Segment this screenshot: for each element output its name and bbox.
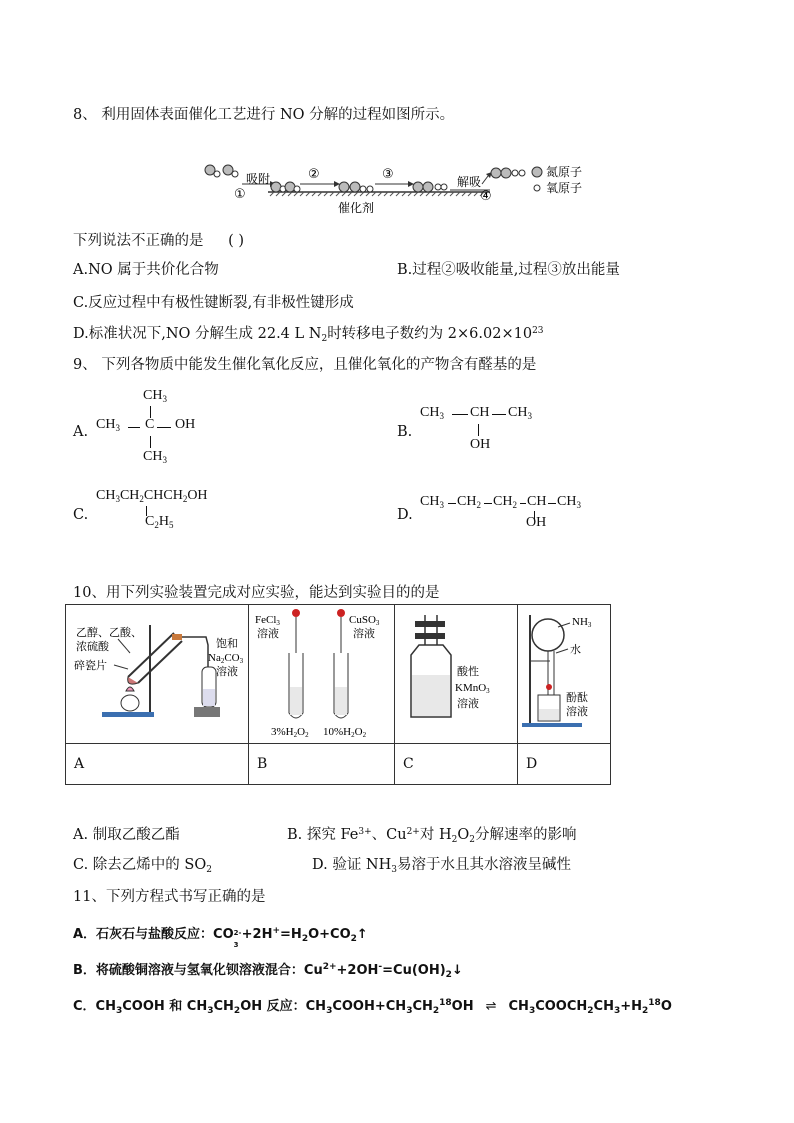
apparatus-table (65, 604, 611, 785)
catalyst-label: 催化剂 (338, 201, 375, 215)
apparatus-a (66, 605, 249, 744)
q8-prompt (73, 229, 244, 250)
q10-option-d: D. 验证 $NH_3$易溶于水且其水溶液呈碱性 (312, 857, 572, 875)
svg-text:浓硫酸: 浓硫酸 (76, 641, 109, 653)
q8-option-d: D.标准状况下,NO 分解生成 22.4 L $N_2$时转移电子数约为 $2\times 6.02\times 10^{23}$ (73, 326, 544, 344)
svg-text:溶液: 溶液 (353, 628, 375, 640)
apparatus-c-drawing (395, 605, 517, 739)
svg-text:3%H2O2: 3%H2O2 (271, 726, 309, 739)
q8-stem: 8、 利用固体表面催化工艺进行 NO 分解的过程如图所示。 (73, 107, 455, 123)
step4-label: ④ (480, 189, 492, 204)
q11-stem: 11、下列方程式书写正确的是 (73, 889, 266, 905)
q9-stem: 9、 下列各物质中能发生催化氧化反应，且催化氧化的产物含有醛基的是 (73, 357, 537, 373)
svg-text:水: 水 (570, 644, 581, 656)
q9-option-a-label: A. (73, 424, 89, 440)
desorb-label: 解吸 (457, 175, 482, 189)
q8-answer-blank: ( ) (228, 233, 245, 249)
q11-option-a: A．石灰石与盐酸反应：CO 2- 3 $+2H^+=H_2O+CO_2↑$ (73, 926, 368, 949)
svg-text:酸性: 酸性 (457, 666, 479, 678)
adsorb-label: 吸附 (246, 172, 271, 186)
svg-text:NH3: NH3 (572, 616, 592, 629)
q10-option-b: B. 探究 $Fe^{3+}$、$Cu^{2+}$对 $H_2O_2$分解速率的影响 (287, 827, 577, 845)
no-decomposition-diagram (200, 160, 600, 220)
q10-stem: 10、用下列实验装置完成对应实验，能达到实验目的的是 (73, 585, 440, 601)
q11-option-b: B．将硫酸铜溶液与氢氧化钡溶液混合：$Cu^{2+}+2OH^-=Cu(OH)_2↓$ (73, 962, 463, 980)
svg-text:FeCl3: FeCl3 (255, 614, 280, 627)
caption-d: D (518, 744, 611, 785)
caption-b: B (249, 744, 395, 785)
apparatus-b-drawing (249, 605, 394, 739)
q8-option-b: B.过程②吸收能量,过程③放出能量 (397, 262, 620, 278)
svg-text:酚酞: 酚酞 (566, 692, 588, 704)
q10-option-a: A. 制取乙酸乙酯 (73, 827, 180, 843)
apparatus-d-drawing (518, 605, 610, 739)
caption-a: A (66, 744, 249, 785)
svg-text:溶液: 溶液 (216, 666, 238, 678)
svg-text:KMnO3: KMnO3 (455, 682, 490, 695)
apparatus-b (249, 605, 395, 744)
q8-option-a: A.NO 属于共价化合物 (73, 262, 219, 278)
svg-text:CuSO3: CuSO3 (349, 614, 380, 627)
q10-option-c: C. 除去乙烯中的 $SO_2$ (73, 857, 212, 875)
svg-text:溶液: 溶液 (257, 628, 279, 640)
svg-text:饱和: 饱和 (216, 638, 238, 650)
svg-text:碎瓷片: 碎瓷片 (74, 660, 107, 672)
step3-label: ③ (382, 167, 394, 182)
step2-label: ② (308, 167, 320, 182)
svg-text:10%H2O2: 10%H2O2 (323, 726, 367, 739)
q8-option-c: C.反应过程中有极性键断裂,有非极性键形成 (73, 295, 354, 311)
step1-label: ① (234, 187, 246, 202)
q9-option-d-label: D. (397, 507, 413, 523)
apparatus-a-drawing (66, 605, 248, 739)
svg-text:溶液: 溶液 (566, 706, 588, 718)
q11-option-c: C．$CH_3COOH$ 和 $CH_3CH_2OH$ 反应：$CH_3COOH+CH_3CH_2^{18}OH$ ⇌ $CH_3COOCH_2CH_3+H_2^{18}O$ (73, 998, 672, 1016)
caption-c: C (395, 744, 518, 785)
legend-nitrogen: 氮原子 (546, 165, 583, 179)
q9-option-c-label: C. (73, 507, 89, 523)
q8-prompt-text: 下列说法不正确的是 (73, 233, 204, 249)
svg-text:乙醇、乙酸、: 乙醇、乙酸、 (76, 627, 142, 639)
svg-text:Na2CO3: Na2CO3 (208, 652, 244, 665)
svg-text:溶液: 溶液 (457, 698, 479, 710)
apparatus-d (518, 605, 611, 744)
q9-option-b-label: B. (397, 424, 413, 440)
apparatus-c (395, 605, 518, 744)
legend-oxygen: 氧原子 (546, 181, 583, 195)
